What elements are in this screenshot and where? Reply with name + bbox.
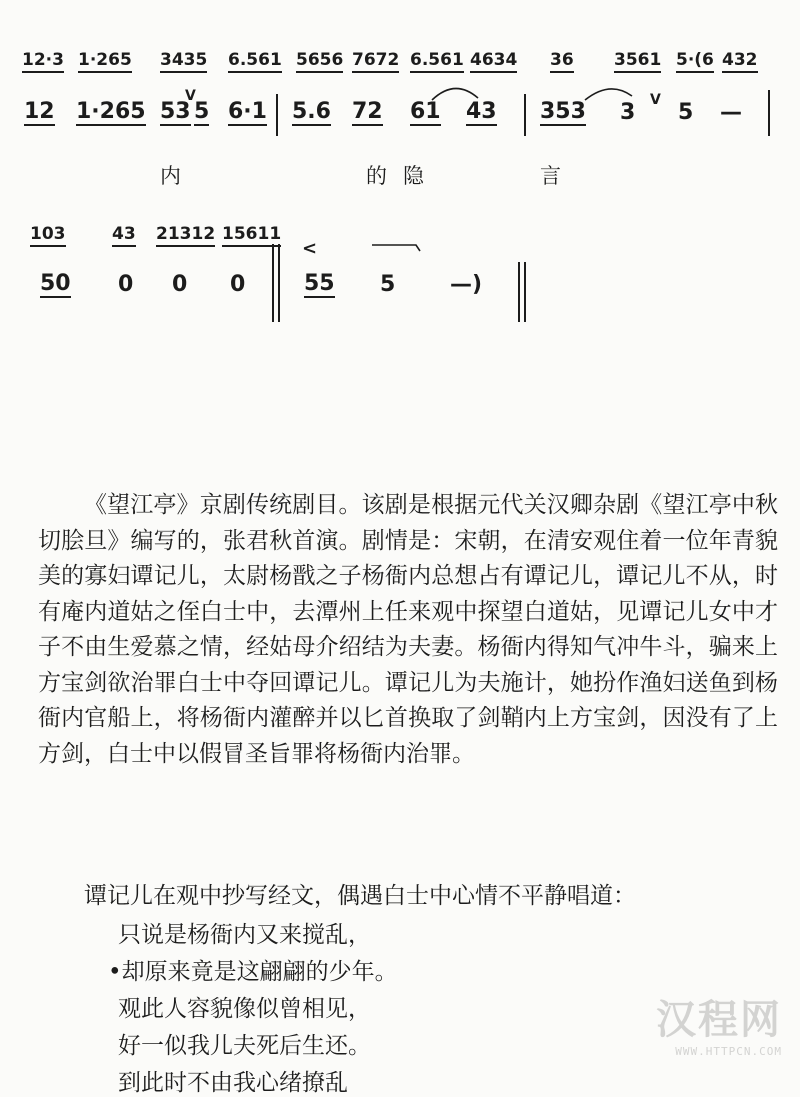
lyric: 言: [540, 164, 563, 188]
note-group: 103: [30, 226, 66, 247]
note-group: 4634: [470, 52, 517, 73]
melody-note: 5: [194, 100, 209, 126]
melody-note: 353: [540, 100, 586, 126]
note-group: 6.561: [410, 52, 464, 73]
melody-note: 5.6: [292, 100, 331, 126]
sustain-dash: —): [450, 272, 483, 297]
melody-note: 53: [160, 100, 191, 126]
note-group: 5·(6: [676, 52, 714, 73]
note-group: 7672: [352, 52, 399, 73]
note-group: 43: [112, 226, 136, 247]
verse-line: 只说是杨衙内又来搅乱，: [118, 922, 371, 948]
tie-mark: [0, 0, 800, 300]
melody-note: 43: [466, 100, 497, 126]
lead-in-paragraph: 谭记儿在观中抄写经文，偶遇白士中心情不平静唱道：: [84, 883, 636, 909]
verse-line: •却原来竟是这翩翩的少年。: [108, 959, 398, 985]
melody-note: 12: [24, 100, 55, 126]
watermark-url: WWW.HTTPCN.COM: [675, 1045, 782, 1058]
watermark-logo-text: 汉程网: [656, 997, 782, 1043]
note-group: 36: [550, 52, 574, 73]
note-group: 15611: [222, 226, 281, 247]
note-group: 3561: [614, 52, 661, 73]
note-group: 432: [722, 52, 758, 73]
melody-note: 61: [410, 100, 441, 126]
intro-paragraph: 《望江亭》京剧传统剧目。该剧是根据元代关汉卿杂剧《望江亭中秋切脍旦》编写的，张君秋首演。剧情是：宋朝，在清安观住着一位年青貌美的寡妇谭记儿，太尉杨戬之子杨衙内总想占有谭记儿，谭记儿不从，时有庵内道姑之侄白士中，去潭州上任来观中探望白道姑，见谭记儿女中才子不由生爱慕之情，经姑母介绍结为夫妻。杨衙内得知气冲牛斗，骗来上方宝剑欲治罪白士中夺回谭记儿。谭记儿为夫施计，她扮作渔妇送鱼到杨衙内官船上，将杨衙内灌醉并以匕首换取了剑鞘内上方宝剑，因没有了上方剑，白士中以假冒圣旨罪将杨衙内治罪。: [38, 492, 778, 767]
melody-note: 5: [678, 100, 694, 125]
note-group: 12·3: [22, 52, 64, 73]
melody-note: 72: [352, 100, 383, 126]
note-group: 3435: [160, 52, 207, 73]
melody-note: 0: [230, 272, 246, 297]
melody-note: 5: [380, 272, 396, 297]
melody-note: 1·265: [76, 100, 146, 126]
note-group: 6.561: [228, 52, 282, 73]
verse-line: 好一似我儿夫死后生还。: [118, 1033, 371, 1059]
crescendo-mark: <: [302, 238, 318, 259]
sustain-dash: —: [720, 100, 742, 125]
watermark: [656, 988, 782, 1058]
lyric: 的隐: [366, 164, 440, 188]
breath-mark: V: [185, 88, 196, 104]
note-group: 21312: [156, 226, 215, 247]
verse-line: 观此人容貌像似曾相见，: [118, 996, 371, 1022]
double-barline: [272, 244, 274, 322]
double-barline: [278, 244, 280, 322]
melody-note: 50: [40, 272, 71, 298]
melody-note: 55: [304, 272, 335, 298]
melody-note: 0: [118, 272, 134, 297]
double-barline: [518, 262, 520, 322]
melody-note: 0: [172, 272, 188, 297]
breath-mark: V: [650, 92, 661, 108]
verse-line: 到此时不由我心绪撩乱: [118, 1070, 348, 1096]
melody-note: 3: [620, 100, 636, 125]
lyric: 内: [160, 164, 183, 188]
melody-note: 6·1: [228, 100, 267, 126]
note-group: 5656: [296, 52, 343, 73]
double-barline: [524, 262, 526, 322]
note-group: 1·265: [78, 52, 132, 73]
